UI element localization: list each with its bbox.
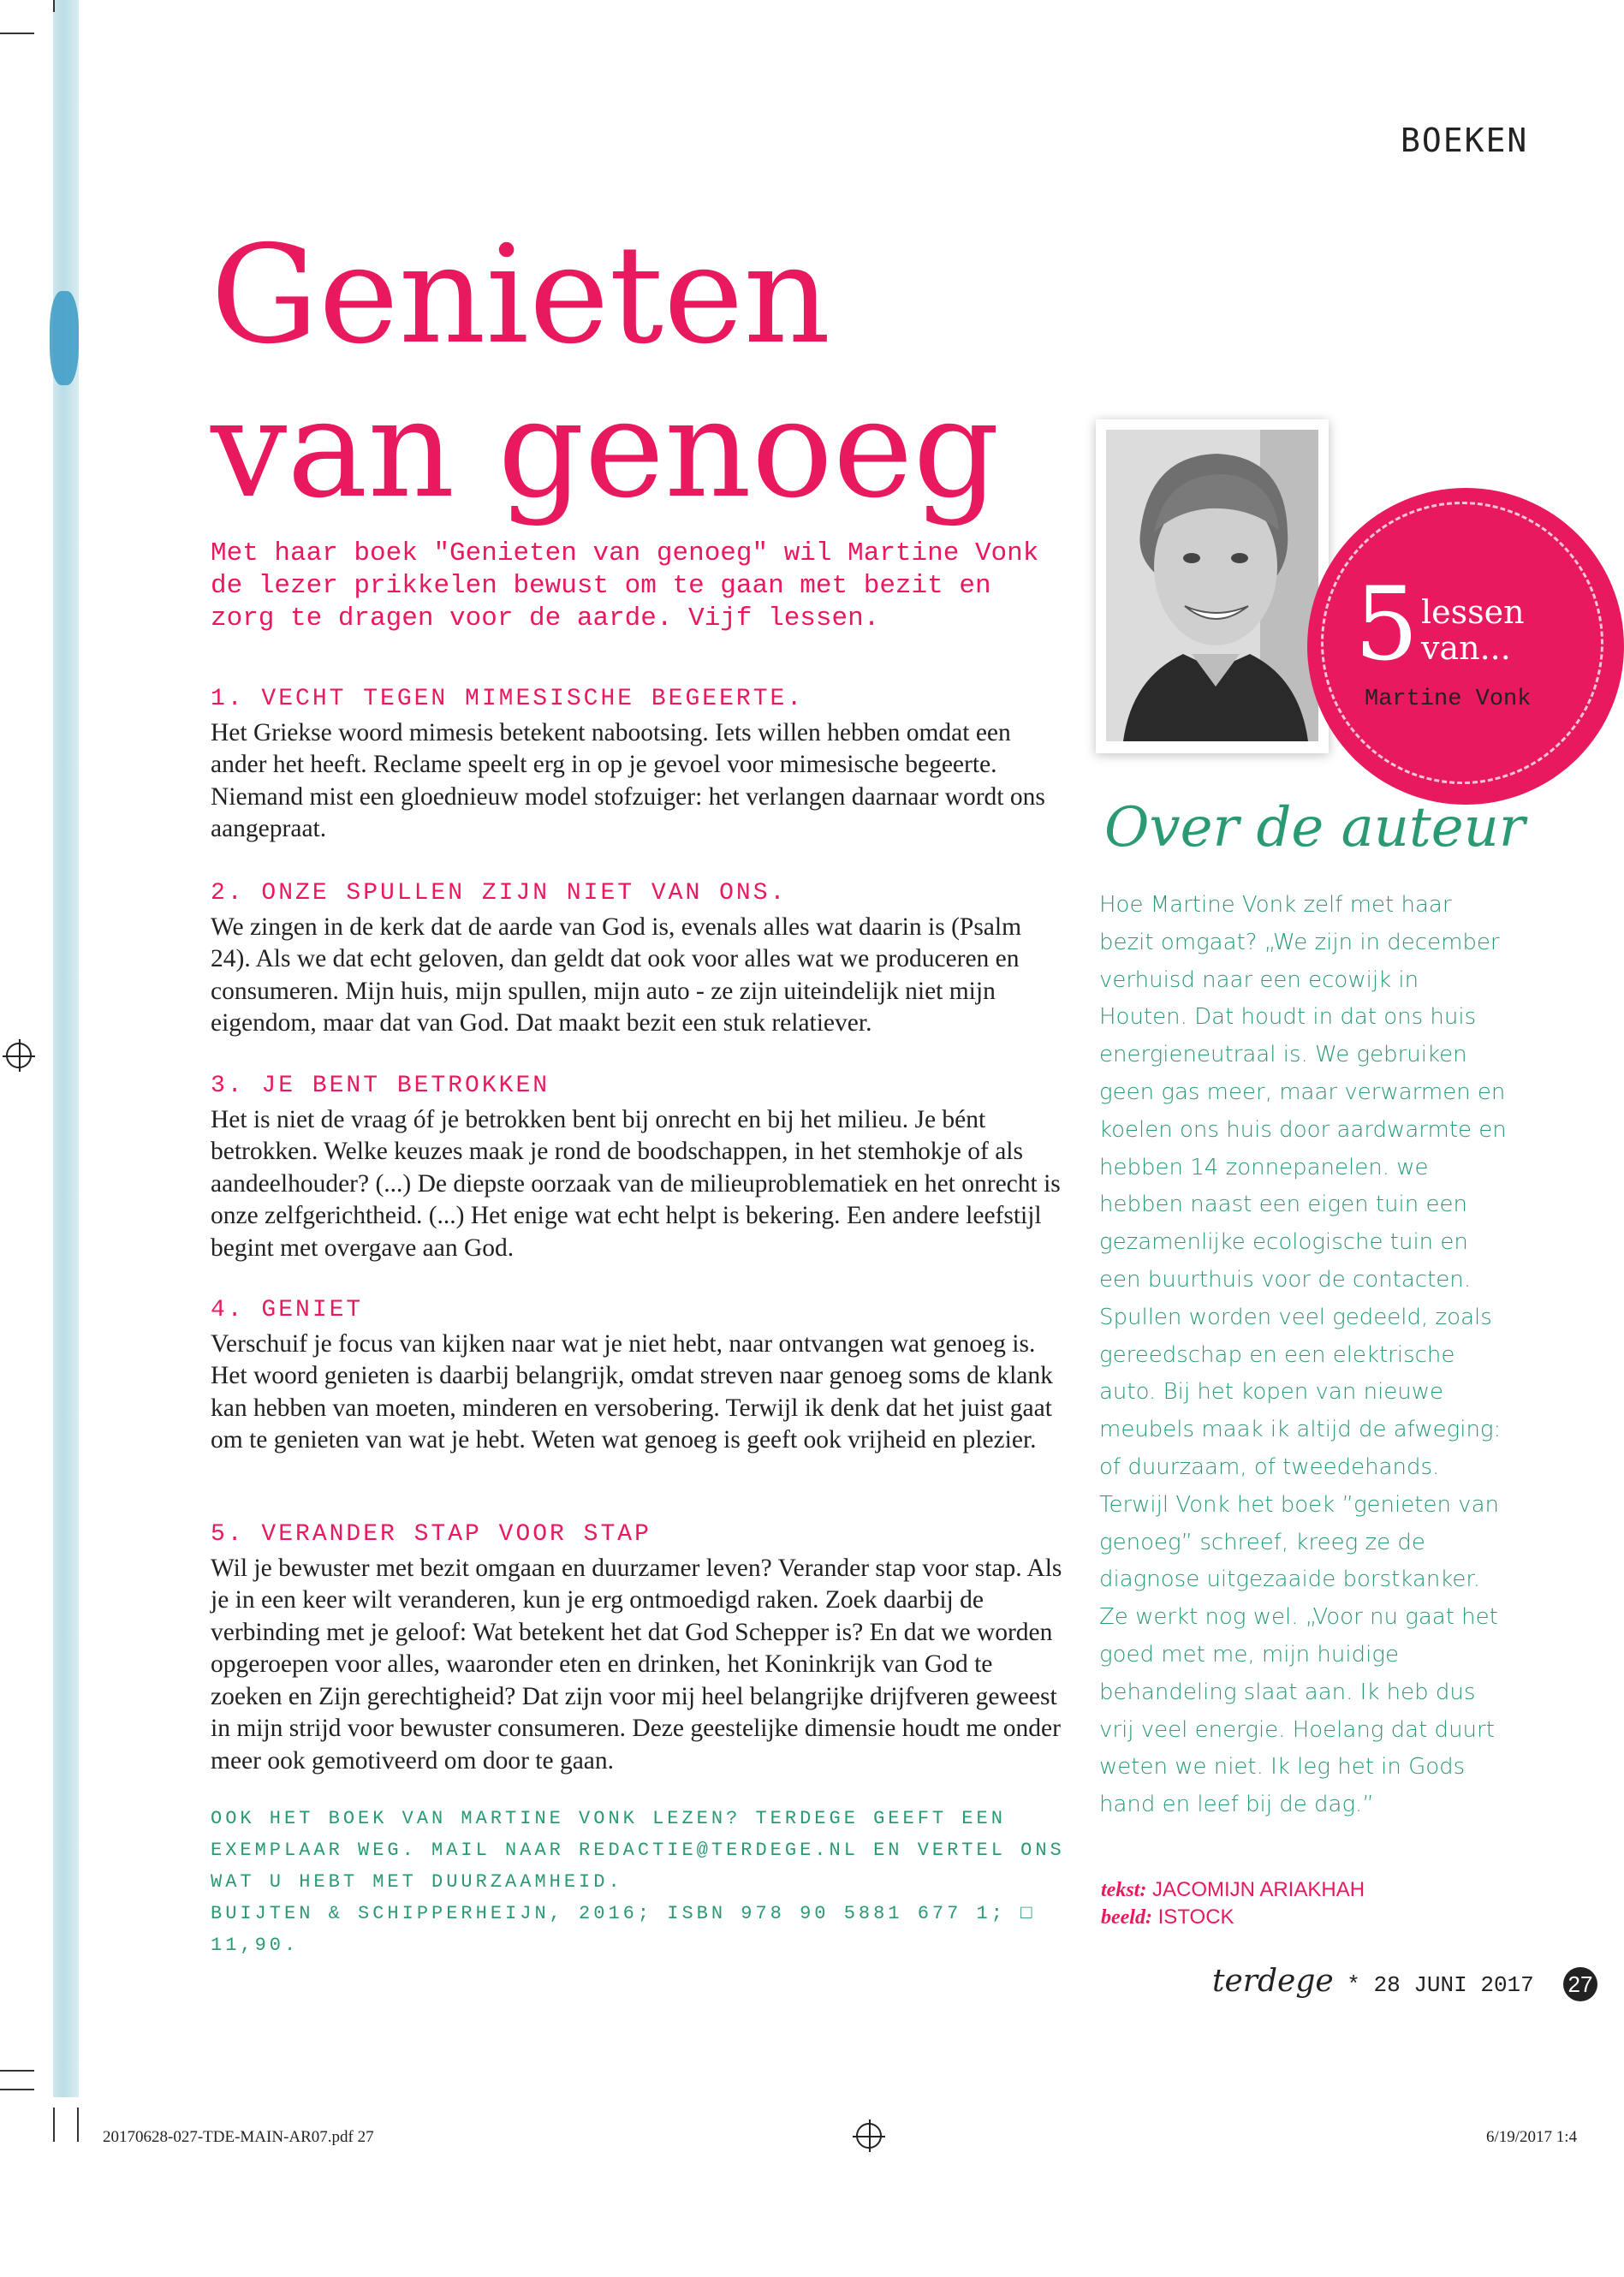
crop-mark	[0, 33, 34, 34]
print-slug-date: 6/19/2017 1:4	[1486, 2128, 1578, 2146]
credit-image-label: beeld:	[1101, 1906, 1152, 1929]
crop-mark	[53, 2108, 55, 2142]
badge-author-name: Martine Vonk	[1365, 687, 1532, 712]
lesson-heading: 1. VECHT TEGEN MIMESISCHE BEGEERTE.	[211, 686, 805, 712]
crop-mark	[0, 2089, 34, 2090]
title-line-2: van genoeg	[211, 371, 1000, 528]
credit-text-label: tekst:	[1101, 1879, 1147, 1901]
author-portrait-illustration	[1106, 430, 1318, 741]
crop-mark	[53, 0, 55, 12]
lesson-3	[211, 1070, 1067, 1264]
intro-text: Met haar boek "Genieten van genoeg" wil Martine Vonk de lezer prikkelen bewust om te gaan met bezit en zorg te dragen voor de aarde. Vijf lessen.	[211, 538, 1039, 633]
lesson-heading: 3. JE BENT BETROKKEN	[211, 1073, 550, 1099]
about-heading: Over de auteur	[1104, 796, 1526, 859]
about-text: Hoe Martine Vonk zelf met haar bezit omgaat? „We zijn in december verhuisd naar een ecowijk in Houten. Dat houdt in dat ons huis energieneutraal is. We gebruiken geen gas meer, maar verwarmen en koelen ons huis door aardwarmte en hebben 14 zonnepanelen. we hebben naast een eigen tuin een gezamenlijke ecologische tuin en een buurthuis voor de contacten. Spullen worden veel gedeeld, zoals gereedschap en een elektrische auto. Bij het kopen van nieuwe meubels maak ik altijd de afweging: of duurzaam, of tweedehands. Terwijl Vonk het boek ”genieten van genoeg” schreef, kreeg ze de diagnose uitgezaaide borstkanker. Ze werkt nog wel. „Voor nu gaat het goed met me, mijn huidige behandeling slaat aan. Ik heb dus vrij veel energie. Hoelang dat duurt weten we niet. Ik leg het in Gods hand en leef bij de dag.”	[1099, 892, 1507, 1818]
print-slug-file: 20170628-027-TDE-MAIN-AR07.pdf 27	[103, 2128, 374, 2146]
lesson-text: Het is niet de vraag óf je betrokken bent bij onrecht en bij het milieu. Je bént betrokken. Welke keuzes maak je rond de boodschappen, in het stemhokje of als aandeelhouder? (...) De diepste oorzaak van de milieuproblematiek en het onrecht is onze zelfgerichtheid. (...) Het enige wat echt helpt is bekering. Een andere leefstijl begint met overgave aan God.	[211, 1105, 1061, 1262]
page-title	[211, 218, 1067, 526]
lesson-text: Wil je bewuster met bezit omgaan en duurzamer leven? Verander stap voor stap. Als je in een keer wilt veranderen, kun je erg ontmoedigd raken. Zoek daarbij de verbinding met je geloof: Wat betekent het dat God Schepper is? En dat we worden opgeroepen voor alles, waaronder eten en drinken, het Koninkrijk van God te zoeken en Zijn gerechtigheid? Dat zijn voor mij heel belangrijke drijfveren geweest in mijn strijd voor bewuster consumeren. Deze geestelijke dimensie houdt me onder meer ook gemotiveerd om door te gaan.	[211, 1554, 1062, 1775]
issue-date: 28 JUNI 2017	[1373, 1972, 1534, 1998]
lesson-text: We zingen in de kerk dat de aarde van God is, evenals alles wat daarin is (Psalm 24). Als we dat echt geloven, dan geldt dat ook voor alles wat we produceren en consumeren. Mijn huis, mijn spullen, mijn auto - ze zijn uiteindelijk niet mijn eigendom, maar dat van God. Dat maakt bezit een stuk relatiever.	[211, 913, 1022, 1037]
lesson-1	[211, 683, 1067, 846]
lesson-4	[211, 1294, 1067, 1457]
badge-line-2: van...	[1421, 629, 1511, 667]
title-line-1: Genieten	[211, 217, 831, 374]
lesson-text: Het Griekse woord mimesis betekent nabootsing. Iets willen hebben omdat een ander het heeft. Reclame speelt erg in op je gevoel voor mimesische begeerte. Niemand mist een gloednieuw model stofzuiger: het verlangen daarnaar wordt ons aangepraat.	[211, 718, 1045, 842]
badge-caption	[1421, 594, 1525, 666]
giveaway-notice	[211, 1803, 1067, 1961]
magazine-logo: terdege	[1212, 1964, 1334, 1999]
lesson-heading: 5. VERANDER STAP VOOR STAP	[211, 1521, 651, 1548]
page-number: 27	[1563, 1967, 1597, 2001]
lesson-heading: 4. GENIET	[211, 1297, 364, 1323]
section-label: BOEKEN	[1401, 122, 1529, 159]
author-photo	[1106, 430, 1318, 741]
badge-number: 5	[1354, 565, 1419, 683]
registration-mark-icon	[856, 2123, 882, 2149]
giveaway-text: OOK HET BOEK VAN MARTINE VONK LEZEN? TERDEGE GEEFT EEN EXEMPLAAR WEG. MAIL NAAR REDACTIE@TERDEGE.NL EN VERTEL ONS WAT U HEBT MET DUURZAAMHEID.	[211, 1808, 1065, 1893]
badge-line-1: lessen	[1421, 593, 1525, 631]
footer-separator: *	[1347, 1972, 1360, 1998]
crop-mark	[0, 2070, 34, 2072]
crop-mark	[77, 2108, 79, 2142]
credit-image-value: ISTOCK	[1157, 1905, 1234, 1929]
credits	[1101, 1876, 1365, 1931]
decorative-paint-spot	[50, 291, 79, 385]
credit-text-value: JACOMIJN ARIAKHAH	[1152, 1878, 1365, 1901]
lesson-text: Verschuif je focus van kijken naar wat je niet hebt, naar ontvangen wat genoeg is. Het woord genieten is daarbij belangrijk, omdat streven naar genoeg soms de klank kan hebben van moeten, minderen en versobering. Terwijl ik denk dat het juist gaat om te genieten van wat je hebt. Weten wat genoeg is geeft ook vrijheid en plezier.	[211, 1329, 1053, 1454]
lesson-5	[211, 1519, 1067, 1777]
registration-mark-icon	[6, 1043, 32, 1068]
lesson-2	[211, 877, 1067, 1040]
book-info: BUIJTEN & SCHIPPERHEIJN, 2016; ISBN 978 90 5881 677 1; □ 11,90.	[211, 1903, 1036, 1956]
lesson-heading: 2. ONZE SPULLEN ZIJN NIET VAN ONS.	[211, 880, 788, 907]
page-footer	[1212, 1964, 1534, 1999]
